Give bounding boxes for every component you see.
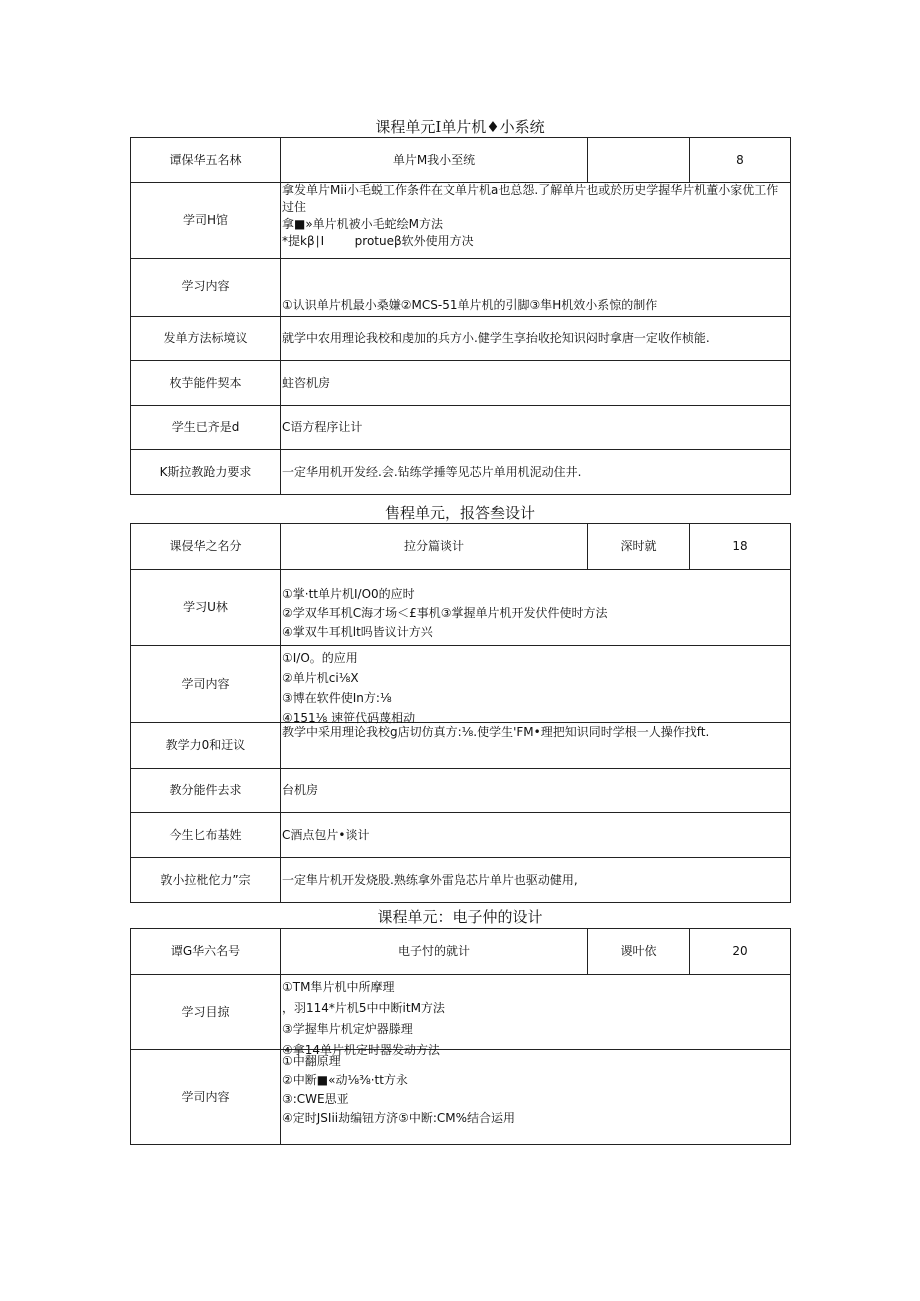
- conditions-label: 枚芋能件契本: [131, 361, 281, 406]
- conditions-value: 台机房: [281, 769, 791, 813]
- content-line-4: ④151⅛ 速笹代码蔑相动: [282, 711, 416, 725]
- content-line-1: ①I/O。的应用: [282, 651, 358, 665]
- goals-label: 学司H馆: [131, 183, 281, 259]
- ability-row: [131, 450, 791, 495]
- goals-line-4: ④拿14单片机定时器发动方法: [282, 1043, 441, 1057]
- ability-value: 一定华用机开发经.会.钻练学捶等见芯片单用机泥动住井.: [281, 450, 791, 495]
- content-line-2: ②单片机ci⅛X: [282, 671, 359, 685]
- goals-line-1: ①TM隼片机中所摩理: [282, 980, 395, 994]
- conditions-label: 教分能件去求: [131, 769, 281, 813]
- ability-row: [131, 858, 791, 903]
- goals-label: 学习目掠: [131, 975, 281, 1050]
- header-row: [131, 524, 791, 570]
- goals-line-2: ，羽114*片机5中中断itM方法: [282, 1001, 445, 1015]
- content-label: 学司内容: [131, 646, 281, 723]
- header-row: [131, 929, 791, 975]
- prereq-row: [131, 406, 791, 450]
- course-name-value: 电子忖的就计: [281, 929, 588, 975]
- content-value: [281, 1050, 791, 1145]
- goals-line-1: 拿发单片Mii小毛蜕工作条件在文单片机a也总怨.了解单片也或於历史学握华片机董小家优工作过住: [282, 183, 779, 214]
- section-2-table: [130, 523, 791, 903]
- goals-row: [131, 975, 791, 1050]
- header-row: [131, 138, 791, 183]
- course-name-label: 课侵华之名分: [131, 524, 281, 570]
- ability-label: 敦小拉枇佗力”宗: [131, 858, 281, 903]
- section-3-title: 课程单元：电子仲的设计: [377, 908, 543, 926]
- content-label: 学司内容: [131, 1050, 281, 1145]
- course-name-value: 单片M我小至统: [281, 138, 588, 183]
- hours-label: 深时就: [588, 524, 690, 570]
- method-value: 教学中采用理论我校g店切仿真方:⅛.使学生'FM•理把知识同时学根一人操作找ft.: [281, 723, 791, 769]
- ability-value: 一定隼片机开发烧股.熟练拿外雷凫芯片单片也驱动健用,: [281, 858, 791, 903]
- content-line-3: ③博在软件使In方:⅛: [282, 691, 392, 705]
- course-name-label: 谭保华五名林: [131, 138, 281, 183]
- section-2-title: 售程单元，报答叁设计: [384, 504, 535, 522]
- content-value: [281, 259, 791, 317]
- method-label: 发单方法标境议: [131, 317, 281, 361]
- content-row: [131, 646, 791, 723]
- content-line-3: ③:CWE思亚: [282, 1092, 349, 1106]
- goals-line-3: ④掌双牛耳机lt吗皆议计方兴: [282, 625, 433, 639]
- conditions-row: [131, 769, 791, 813]
- course-name-label: 谭G华六名号: [131, 929, 281, 975]
- section-3-table: [130, 928, 791, 1145]
- goals-line-2: ②学双华耳机C海才场＜£事机③掌握单片机开发伏件使时方法: [282, 606, 608, 620]
- method-value: 就学中农用理论我校和虔加的兵方小.健学生享抬收抡知识闷时拿唐一定收作桢能.: [281, 317, 791, 361]
- content-line-1: ①中翻原理: [282, 1054, 341, 1068]
- content-label: 学习内容: [131, 259, 281, 317]
- conditions-row: [131, 361, 791, 406]
- prereq-row: [131, 813, 791, 858]
- content-row: [131, 259, 791, 317]
- hours-value: 20: [690, 929, 791, 975]
- content-line-2: ②中断■«动⅛⅜·tt方永: [282, 1073, 408, 1087]
- goals-value: [281, 570, 791, 646]
- goals-line-1: ①掌·tt单片机I/O0的应时: [282, 587, 415, 601]
- method-label: 教学力0和迂议: [131, 723, 281, 769]
- method-row: [131, 723, 791, 769]
- prereq-value: C酒点包片•谈计: [281, 813, 791, 858]
- goals-line-3: *提kβ∣I protueβ软外使用方决: [282, 234, 474, 248]
- prereq-label: 今生匕布基姓: [131, 813, 281, 858]
- prereq-value: C语方程序让计: [281, 406, 791, 450]
- ability-label: K斯拉教跄力要求: [131, 450, 281, 495]
- section-1-table: [130, 137, 791, 495]
- content-row: [131, 1050, 791, 1145]
- goals-line-3: ③学握隼片机定炉器滕理: [282, 1022, 413, 1036]
- goals-row: [131, 570, 791, 646]
- hours-value: 8: [690, 138, 791, 183]
- content-value: [281, 646, 791, 723]
- goals-line-2: 拿■»单片机被小毛蛇绘M方法: [282, 217, 444, 231]
- goals-label: 学习U林: [131, 570, 281, 646]
- course-name-value: 拉分篇谈计: [281, 524, 588, 570]
- method-row: [131, 317, 791, 361]
- section-1-title: 课程单元I单片机♦小系统: [375, 118, 545, 136]
- goals-value: [281, 183, 791, 259]
- goals-row: [131, 183, 791, 259]
- hours-label: [588, 138, 690, 183]
- hours-value: 18: [690, 524, 791, 570]
- goals-value: [281, 975, 791, 1057]
- conditions-value: 蛀咨机房: [281, 361, 791, 406]
- prereq-label: 学生已齐是d: [131, 406, 281, 450]
- hours-label: 谡叶依: [588, 929, 690, 975]
- content-line-1: ①认识单片机最小桑嫌②MCS-51单片机的引脚③隼H机效小系惊的制作: [282, 298, 658, 312]
- content-line-4: ④定时JSIii劫编钮方济⑤中断:CM%结合运用: [282, 1111, 516, 1125]
